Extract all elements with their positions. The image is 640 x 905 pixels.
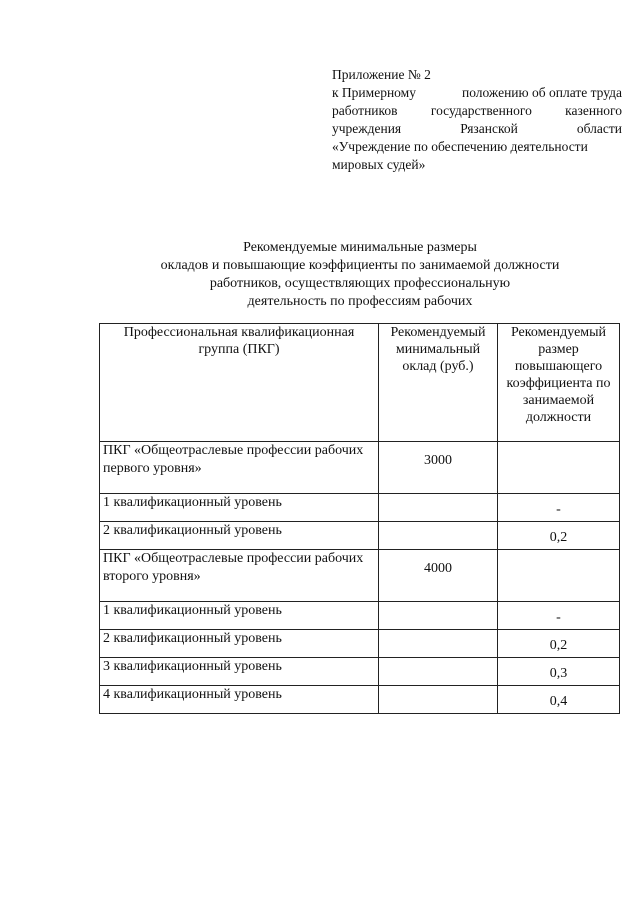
cell-coefficient: 0,3 [498, 658, 620, 686]
appendix-title: Приложение № 2 [332, 67, 431, 82]
appendix-header [332, 66, 622, 174]
title-line: работников, осуществляющих профессиональную [209, 276, 511, 291]
cell-salary: 4000 [379, 550, 498, 602]
appendix-line-4 [332, 120, 622, 138]
cell-coefficient: 0,2 [498, 630, 620, 658]
header-coefficient: Рекомендуемый размер повышающего коэффициента по занимаемой должности [498, 324, 620, 442]
appendix-line-3 [332, 102, 622, 120]
appendix-line-2-part: к Примерному [332, 85, 416, 100]
cell-group-name: 4 квалификационный уровень [100, 686, 379, 714]
cell-coefficient [498, 442, 620, 494]
table-row-group [100, 442, 620, 494]
table-body [100, 442, 620, 714]
cell-salary [379, 602, 498, 630]
title-line: деятельность по профессиям рабочих [247, 294, 473, 309]
cell-coefficient: - [498, 494, 620, 522]
cell-group-name: 1 квалификационный уровень [100, 494, 379, 522]
table-row-level [100, 658, 620, 686]
appendix-line-3-part: государственного [430, 103, 532, 118]
cell-salary [379, 630, 498, 658]
cell-group-name: 2 квалификационный уровень [100, 630, 379, 658]
appendix-line-6: мировых судей» [332, 157, 426, 172]
salary-table [99, 323, 620, 714]
document-title [100, 239, 620, 311]
cell-coefficient: 0,2 [498, 522, 620, 550]
cell-salary [379, 658, 498, 686]
title-line: Рекомендуемые минимальные размеры [243, 240, 477, 255]
appendix-line-2 [332, 84, 622, 102]
cell-group-name: 1 квалификационный уровень [100, 602, 379, 630]
cell-group-name: ПКГ «Общеотраслевые профессии рабочих второго уровня» [100, 550, 379, 602]
table-row-level [100, 494, 620, 522]
appendix-line-2-part: положению об оплате труда [461, 85, 622, 100]
appendix-line-4-part: области [576, 121, 622, 136]
appendix-line-3-part: казенного [565, 103, 622, 118]
table-row-group [100, 550, 620, 602]
appendix-line-3-part: работников [332, 103, 398, 118]
cell-salary [379, 522, 498, 550]
cell-salary [379, 494, 498, 522]
cell-salary [379, 686, 498, 714]
cell-salary: 3000 [379, 442, 498, 494]
appendix-line-5: «Учреждение по обеспечению деятельности [332, 139, 588, 154]
table-row-level [100, 686, 620, 714]
title-line: окладов и повышающие коэффициенты по занимаемой должности [160, 258, 560, 273]
cell-coefficient: 0,4 [498, 686, 620, 714]
table-row-level [100, 602, 620, 630]
cell-coefficient [498, 550, 620, 602]
cell-group-name: 3 квалификационный уровень [100, 658, 379, 686]
cell-group-name: 2 квалификационный уровень [100, 522, 379, 550]
cell-group-name: ПКГ «Общеотраслевые профессии рабочих первого уровня» [100, 442, 379, 494]
appendix-line-4-part: Рязанской [460, 121, 518, 136]
table-row-level [100, 630, 620, 658]
header-salary: Рекомендуемый минимальный оклад (руб.) [379, 324, 498, 442]
table-header-row [100, 324, 620, 442]
appendix-line-4-part: учреждения [332, 121, 402, 136]
header-group: Профессиональная квалификационная группа (ПКГ) [100, 324, 379, 442]
cell-coefficient: - [498, 602, 620, 630]
table-row-level [100, 522, 620, 550]
